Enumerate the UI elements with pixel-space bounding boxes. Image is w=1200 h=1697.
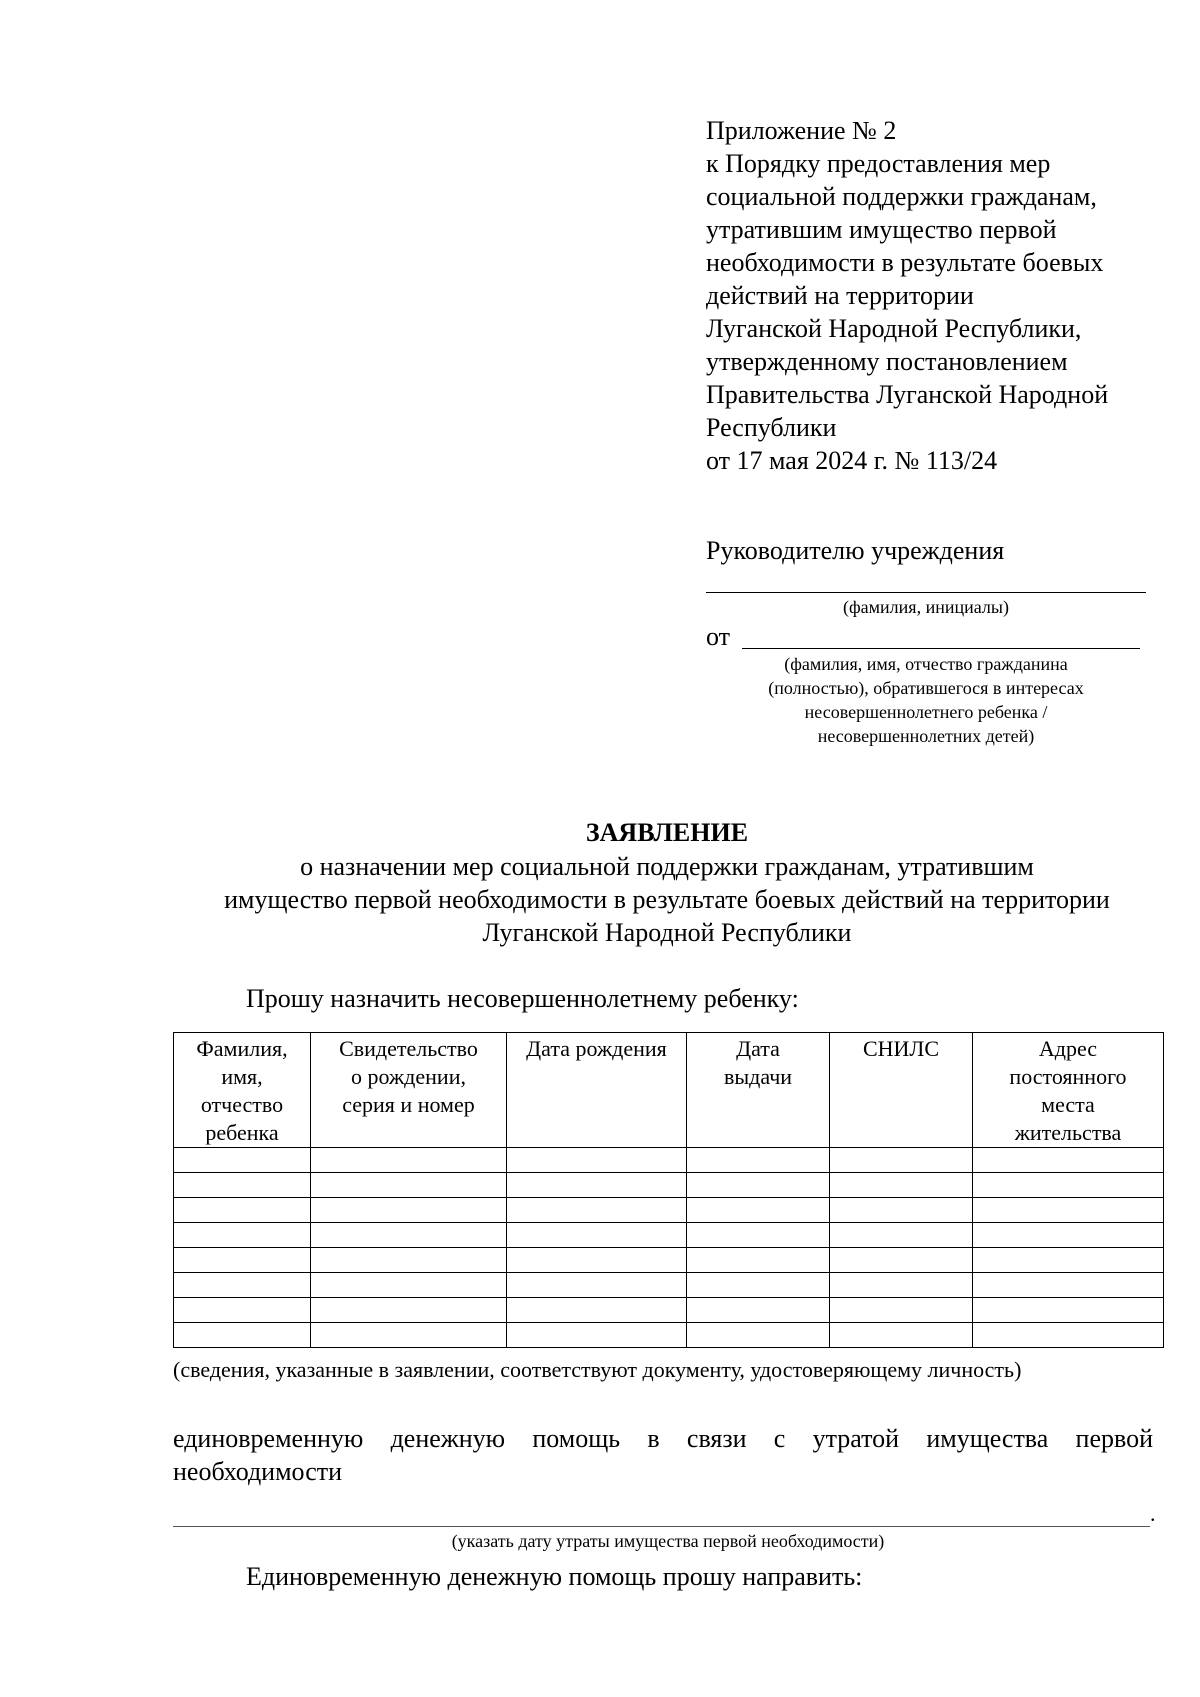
subtitle-line: Луганской Народной Республики [482, 918, 852, 947]
subtitle-line: имущество первой необходимости в результате боевых действий на территории [224, 885, 1110, 914]
table-cell[interactable] [174, 1223, 311, 1248]
table-cell[interactable] [311, 1223, 507, 1248]
table-cell[interactable] [687, 1323, 830, 1348]
table-cell[interactable] [973, 1323, 1164, 1348]
table-cell[interactable] [830, 1223, 973, 1248]
appendix-line: действий на территории [706, 281, 974, 310]
table-body [174, 1148, 1164, 1348]
caption-line: (фамилия, имя, отчество гражданина [784, 654, 1068, 674]
line-end-period: . [1150, 1501, 1156, 1526]
appendix-line: к Порядку предоставления мер [706, 149, 1051, 178]
subtitle-line: о назначении мер социальной поддержки гражданам, утратившим [300, 852, 1034, 881]
table-row [174, 1148, 1164, 1173]
appendix-line: необходимости в результате боевых [706, 248, 1104, 277]
loss-date-line[interactable] [173, 1526, 1150, 1527]
table-cell[interactable] [830, 1273, 973, 1298]
table-cell[interactable] [687, 1173, 830, 1198]
appendix-block [706, 114, 1176, 477]
table-cell[interactable] [507, 1148, 687, 1173]
column-header [687, 1033, 830, 1148]
table-cell[interactable] [973, 1273, 1164, 1298]
recipient-label: Руководителю учреждения [706, 536, 1005, 565]
appendix-line: Луганской Народной Республики, [706, 314, 1082, 343]
column-header-line: СНИЛС [862, 1036, 940, 1061]
table-cell[interactable] [311, 1248, 507, 1273]
column-header-line: жительства [1014, 1120, 1122, 1145]
table-cell[interactable] [687, 1248, 830, 1273]
table-cell[interactable] [830, 1198, 973, 1223]
table-cell[interactable] [311, 1198, 507, 1223]
table-row [174, 1298, 1164, 1323]
table-cell[interactable] [687, 1148, 830, 1173]
column-header-line: Фамилия, [196, 1036, 288, 1061]
document-subtitle [0, 850, 1200, 949]
caption-line: (полностью), обратившегося в интересах [768, 678, 1084, 698]
column-header-line: ребенка [205, 1120, 279, 1145]
table-cell[interactable] [830, 1173, 973, 1198]
applicant-name-caption [706, 652, 1146, 748]
table-cell[interactable] [973, 1248, 1164, 1273]
table-cell[interactable] [830, 1248, 973, 1273]
table-cell[interactable] [507, 1223, 687, 1248]
recipient-name-line[interactable] [706, 592, 1146, 593]
table-cell[interactable] [311, 1323, 507, 1348]
table-cell[interactable] [174, 1323, 311, 1348]
appendix-line: Правительства Луганской Народной [706, 380, 1109, 409]
table-cell[interactable] [311, 1298, 507, 1323]
appendix-line: утратившим имущество первой [706, 215, 1057, 244]
table-cell[interactable] [973, 1173, 1164, 1198]
appendix-line: утвержденному постановлением [706, 347, 1068, 376]
table-cell[interactable] [973, 1298, 1164, 1323]
payment-direction-label: Единовременную денежную помощь прошу направить: [246, 1562, 863, 1591]
table-cell[interactable] [507, 1298, 687, 1323]
table-row [174, 1248, 1164, 1273]
table-header-row [174, 1033, 1164, 1148]
table-note: (сведения, указанные в заявлении, соответствуют документу, удостоверяющему личность) [173, 1357, 1022, 1382]
appendix-line: социальной поддержки гражданам, [706, 182, 1097, 211]
from-label: от [706, 622, 731, 651]
table-cell[interactable] [830, 1148, 973, 1173]
table-cell[interactable] [973, 1148, 1164, 1173]
table-row [174, 1323, 1164, 1348]
caption-line: несовершеннолетнего ребенка / [804, 702, 1048, 722]
table-cell[interactable] [687, 1273, 830, 1298]
column-header-line: места [1041, 1092, 1095, 1117]
column-header-line: о рождении, [351, 1064, 466, 1089]
column-header [830, 1033, 973, 1148]
table-cell[interactable] [311, 1173, 507, 1198]
table-row [174, 1273, 1164, 1298]
table-cell[interactable] [174, 1298, 311, 1323]
column-header [507, 1033, 687, 1148]
column-header-line: имя, [221, 1064, 263, 1089]
table-cell[interactable] [830, 1298, 973, 1323]
table-cell[interactable] [311, 1273, 507, 1298]
table-cell[interactable] [507, 1248, 687, 1273]
column-header-line: выдачи [723, 1064, 793, 1089]
table-cell[interactable] [507, 1198, 687, 1223]
table-row [174, 1173, 1164, 1198]
table-cell[interactable] [311, 1148, 507, 1173]
table-row [174, 1223, 1164, 1248]
column-header-line: Дата рождения [526, 1036, 667, 1061]
table-cell[interactable] [507, 1273, 687, 1298]
column-header [311, 1033, 507, 1148]
column-header-line: отчество [200, 1092, 284, 1117]
column-header-line: постоянного [1009, 1064, 1127, 1089]
children-table-wrap [173, 1032, 1163, 1348]
table-cell[interactable] [174, 1173, 311, 1198]
table-cell[interactable] [830, 1323, 973, 1348]
table-cell[interactable] [174, 1273, 311, 1298]
column-header-line: Свидетельство [339, 1036, 478, 1061]
recipient-name-caption: (фамилия, инициалы) [843, 597, 1009, 617]
children-table [173, 1032, 1164, 1348]
request-intro: Прошу назначить несовершеннолетнему ребенку: [246, 984, 799, 1013]
assistance-paragraph: единовременную денежную помощь в связи с утратой имущества первой необходимости [173, 1424, 1153, 1486]
table-cell[interactable] [174, 1198, 311, 1223]
table-cell[interactable] [174, 1248, 311, 1273]
column-header [973, 1033, 1164, 1148]
column-header [174, 1033, 311, 1148]
table-cell[interactable] [687, 1198, 830, 1223]
table-cell[interactable] [687, 1223, 830, 1248]
appendix-line: Республики [706, 413, 837, 442]
appendix-line: Приложение № 2 [706, 116, 897, 145]
table-cell[interactable] [507, 1323, 687, 1348]
table-cell[interactable] [687, 1298, 830, 1323]
document-title: ЗАЯВЛЕНИЕ [585, 818, 749, 847]
table-cell[interactable] [507, 1173, 687, 1198]
appendix-line: от 17 мая 2024 г. № 113/24 [706, 446, 998, 475]
table-cell[interactable] [973, 1223, 1164, 1248]
caption-line: несовершеннолетних детей) [817, 726, 1035, 746]
table-cell[interactable] [973, 1198, 1164, 1223]
applicant-name-line[interactable] [742, 648, 1140, 649]
column-header-line: Адрес [1038, 1036, 1098, 1061]
column-header-line: серия и номер [342, 1092, 475, 1117]
column-header-line: Дата [736, 1036, 780, 1061]
table-cell[interactable] [174, 1148, 311, 1173]
table-row [174, 1198, 1164, 1223]
loss-date-caption: (указать дату утраты имущества первой необходимости) [451, 1531, 885, 1551]
